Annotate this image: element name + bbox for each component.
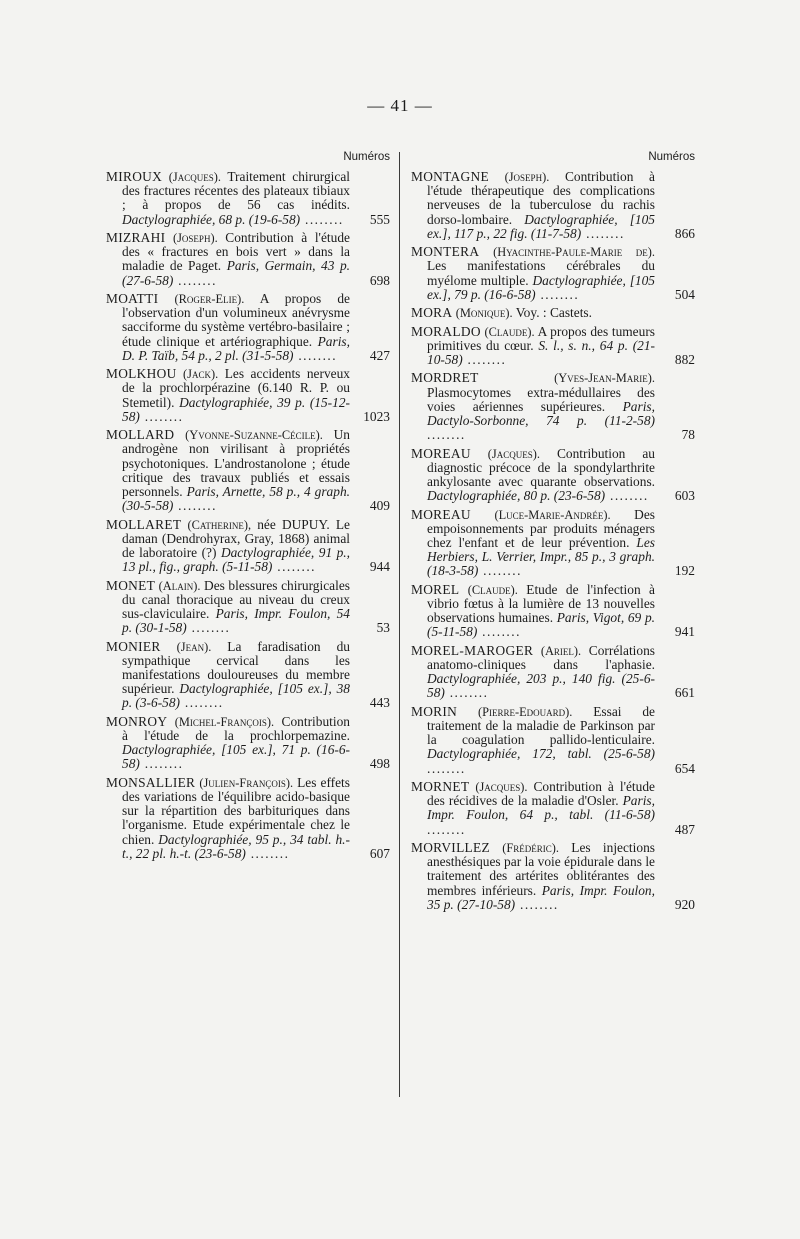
index-entry (411, 245, 695, 302)
leader-dots: ........ (173, 272, 217, 288)
entry-number: 504 (674, 286, 695, 302)
author-given-name: (Frédéric). (502, 841, 560, 855)
entry-body (106, 292, 350, 363)
thesis-title: Des empoisonnements par produits ménagers chez l'enfant et de leur prévention. (427, 506, 655, 550)
publication-details: Paris, Arnette, 58 p., 4 graph. (30-5-58) (122, 484, 350, 514)
entry-body (411, 306, 655, 320)
author-surname: MONTERA (411, 244, 480, 260)
thesis-title: née DUPUY. Le daman (Dendrohyrax, Gray, 1868) animal de laboratoire (?) (122, 516, 350, 561)
author-given-name: (Ariel). (540, 643, 582, 658)
author-given-name: (Joseph). (172, 231, 218, 245)
entry-body (106, 579, 350, 636)
leader-dots: ........ (139, 756, 184, 772)
leader-dots: ........ (180, 695, 224, 711)
entry-number: 192 (674, 563, 695, 579)
entry-body (106, 428, 350, 513)
thesis-title: Les accidents nerveux de la prochlorpérazine (6.140 R. P. ou Stemetil). (122, 366, 350, 410)
entry-body (106, 640, 350, 711)
publication-details: Paris, Germain, 43 p. (27-6-58) (122, 258, 350, 288)
author-given-name: (Claude). (467, 582, 518, 597)
author-surname: MONIER (106, 638, 161, 654)
entry-body (411, 447, 655, 504)
index-entry (106, 292, 390, 363)
author-surname: MORNET (411, 779, 470, 794)
author-surname: MIZRAHI (106, 230, 166, 245)
author-surname: MONSALLIER (106, 774, 196, 790)
publication-details: Dactylographiée, [105 ex.], 117 p., 22 fig. (11-7-58) (427, 211, 655, 241)
leader-dots: ........ (605, 488, 649, 504)
index-entry (411, 705, 695, 776)
publication-details: Paris, D. P. Taïb, 54 p., 2 pl. (31-5-58) (122, 333, 350, 363)
thesis-title: A propos de l'observation d'un volumineux anévrysme sacciforme du système vertébro-basilaire ; étude clinique et artériographique. (122, 291, 350, 349)
entry-number: 882 (674, 352, 695, 367)
entry-number: 661 (674, 685, 695, 701)
leader-dots: ........ (581, 225, 625, 241)
publication-details: Paris, Impr. Foulon, 54 p. (30-1-58) (122, 606, 350, 636)
leader-dots: ........ (427, 821, 466, 837)
author-surname: MOLLARD (106, 427, 175, 443)
index-entry (411, 583, 695, 640)
entry-body (411, 780, 655, 837)
leader-dots: ........ (444, 685, 489, 701)
thesis-title: Un androgène non virilisant à propriétés psychotoniques. L'androstanolone ; étude critique des travaux publiés et essais personnels. (122, 427, 350, 500)
author-given-name: (Yvonne-Suzanne-Cécile). (185, 428, 323, 443)
right-column (411, 150, 695, 916)
thesis-title: La faradisation du sympathique cervical dans les manifestations douloureuses du membre supérieur. (122, 638, 350, 697)
publication-details: Dactylographiée, 95 p., 34 tabl. h.-t., 22 pl. h.-t. (23-6-58) (122, 831, 350, 861)
column-header-right: Numéros (648, 151, 695, 163)
index-entry (411, 170, 695, 241)
thesis-title: Contribution au diagnostic précoce de la spondylarthrite ankylosante avec quarante observations. (427, 445, 655, 489)
publication-details: Dactylographiée, 68 p. (19-6-58) (122, 211, 301, 227)
thesis-title: Les injections anesthésiques par la voie épidurale dans le traitement des artérites oblitérantes des membres inférieurs. (427, 840, 655, 898)
author-surname: MORA (411, 305, 453, 321)
entry-body (106, 231, 350, 288)
author-given-name: (Jack). (183, 367, 219, 382)
entry-number: 698 (369, 272, 390, 288)
author-surname: MORALDO (411, 323, 481, 339)
publication-details: Dactylographiée, [105 ex.], 79 p. (16-6-58) (427, 272, 655, 302)
leader-dots: ........ (272, 559, 317, 575)
index-entry (411, 325, 695, 368)
thesis-title: Contribution à l'étude des « fractures en bois vert » dans la maladie de Paget. (122, 230, 350, 274)
author-surname: MONET (106, 577, 156, 593)
thesis-title: Les effets des variations de l'équilibre acido-basique sur la répartition des barbituriques dans l'organisme. Etude expérimentale chez le chien. (122, 774, 350, 847)
author-given-name: (Yves-Jean-Marie). (554, 371, 655, 386)
entry-body (106, 518, 350, 575)
entry-body (106, 367, 350, 424)
leader-dots: ........ (427, 427, 466, 443)
thesis-title: Contribution à l'étude de la prochlorpemazine. (122, 713, 350, 744)
author-given-name: (Catherine), (187, 517, 252, 532)
publication-details: Dactylographiée, 80 p. (23-6-58) (427, 488, 606, 504)
author-surname: MORDRET (411, 370, 479, 386)
author-given-name: (Jacques). (168, 170, 221, 184)
leader-dots: ........ (139, 408, 184, 424)
entry-body (106, 715, 350, 772)
author-surname: MOREL-MAROGER (411, 642, 534, 658)
entry-body (411, 508, 655, 579)
author-given-name: (Hyacinthe-Paule-Marie de). (493, 245, 655, 260)
publication-details: Dactylographiée, 203 p., 140 fig. (25-6-58) (427, 671, 655, 701)
entry-body (411, 583, 655, 640)
author-surname: MOREAU (411, 445, 471, 461)
entry-body (106, 776, 350, 861)
thesis-title: Essai de traitement de la maladie de Parkinson par la coagulation pallido-lenticulaire. (427, 703, 655, 748)
leader-dots: ........ (186, 620, 231, 636)
entry-body (106, 170, 350, 227)
entry-body (411, 841, 655, 912)
column-header-left: Numéros (343, 151, 390, 163)
left-column (106, 150, 390, 865)
entry-number: 603 (674, 488, 695, 504)
publication-details: Les Herbiers, L. Verrier, Impr., 85 p., 3 graph. (18-3-58) (427, 535, 655, 579)
author-given-name: (Jacques). (487, 446, 540, 461)
thesis-title: Corrélations anatomo-cliniques dans l'aphasie. (427, 642, 655, 672)
leader-dots: ........ (477, 624, 521, 640)
index-entry (411, 508, 695, 579)
entry-body (411, 705, 655, 776)
entry-number: 498 (369, 756, 390, 772)
index-entry (106, 715, 390, 772)
thesis-title: Des blessures chirurgicales du canal thoracique au niveau du creux sus-claviculaire. (122, 577, 350, 622)
author-surname: MONROY (106, 713, 168, 729)
entry-number: 78 (681, 427, 695, 443)
entry-body (411, 644, 655, 701)
leader-dots: ........ (535, 286, 580, 302)
publication-details: Dactylographiée, 172, tabl. (25-6-58) (427, 746, 655, 762)
author-given-name: (Michel-François). (174, 714, 275, 729)
index-entry (106, 776, 390, 861)
author-surname: MOREL (411, 581, 460, 597)
entry-number: 941 (674, 624, 695, 640)
left-entries (106, 170, 390, 861)
publication-details: Dactylographiée, [105 ex.], 38 p. (3-6-58) (122, 681, 350, 711)
author-given-name: (Luce-Marie-Andrée). (494, 507, 611, 522)
index-entry (106, 640, 390, 711)
entry-number: 53 (376, 620, 390, 636)
leader-dots: ........ (427, 760, 466, 776)
index-entry (411, 371, 695, 442)
author-surname: MOLKHOU (106, 366, 177, 382)
entry-number: 1023 (363, 408, 390, 424)
publication-details: Dactylographiée, 39 p. (15-12-58) (122, 394, 350, 424)
thesis-title: Traitement chirurgical des fractures récentes des plateaux tibiaux ; à propos de 56 cas inédits. (122, 169, 351, 213)
publication-details: Paris, Impr. Foulon, 35 p. (27-10-58) (427, 882, 655, 912)
entry-body (411, 245, 655, 302)
author-given-name: (Jacques). (475, 780, 528, 794)
entry-number: 920 (674, 896, 695, 912)
author-surname: MOREAU (411, 506, 471, 522)
index-entry (411, 780, 695, 837)
entry-number: 866 (674, 225, 695, 241)
index-entry (106, 428, 390, 513)
thesis-title: Plasmocytomes extra-médullaires des voies aériennes supérieures. (427, 384, 655, 414)
publication-details: S. l., s. n., 64 p. (21-10-58) (427, 337, 655, 367)
entry-body (411, 325, 655, 368)
author-given-name: (Julien-François). (199, 775, 294, 790)
index-entry (411, 447, 695, 504)
author-given-name: (Roger-Elie). (174, 292, 245, 306)
entry-body (411, 170, 655, 241)
author-surname: MORIN (411, 703, 458, 719)
author-surname: MIROUX (106, 169, 163, 184)
leader-dots: ........ (293, 347, 338, 363)
leader-dots: ........ (515, 896, 559, 912)
author-given-name: (Alain). (158, 578, 201, 593)
leader-dots: ........ (478, 563, 522, 579)
right-entries (411, 170, 695, 912)
entry-body (411, 371, 655, 442)
author-given-name: (Claude). (484, 324, 535, 339)
index-entry (411, 644, 695, 701)
author-surname: MORVILLEZ (411, 840, 490, 855)
entry-number: 555 (369, 211, 390, 227)
index-entry (106, 579, 390, 636)
index-entry (106, 170, 390, 227)
entry-number: 409 (369, 498, 390, 514)
publication-details: Paris, Impr. Foulon, 64 p., tabl. (11-6-58) (427, 793, 655, 823)
entry-number: 944 (369, 559, 390, 575)
entry-number: 427 (369, 347, 390, 363)
index-entry (106, 518, 390, 575)
author-surname: MOLLARET (106, 516, 182, 532)
author-given-name: (Jean). (176, 639, 212, 654)
entry-number: 654 (674, 760, 695, 776)
index-entry (106, 367, 390, 424)
leader-dots: ........ (462, 352, 507, 367)
leader-dots: ........ (173, 498, 217, 514)
thesis-title: Contribution à l'étude des récidives de la maladie d'Osler. (427, 779, 655, 809)
thesis-title: Voy. : Castets. (515, 305, 592, 321)
author-given-name: (Monique). (455, 306, 513, 321)
index-entry (411, 841, 695, 912)
thesis-title: Les manifestations cérébrales du myélome multiple. (427, 258, 655, 288)
publication-details: Paris, Dactylo-Sorbonne, 74 p. (11-2-58) (427, 398, 655, 428)
thesis-title: A propos des tumeurs primitives du cœur. (427, 323, 655, 353)
thesis-title: Etude de l'infection à vibrio fœtus à la lumière de 13 nouvelles observations humaines. (427, 581, 655, 626)
index-entry (106, 231, 390, 288)
entry-number: 487 (674, 821, 695, 837)
author-surname: MONTAGNE (411, 169, 489, 184)
author-given-name: (Pierre-Edouard). (477, 704, 573, 719)
publication-details: Paris, Vigot, 69 p. (5-11-58) (427, 610, 655, 640)
publication-details: Dactylographiée, 91 p., 13 pl., fig., graph. (5-11-58) (122, 545, 350, 575)
column-divider (399, 152, 400, 1097)
author-given-name: (Joseph). (504, 170, 550, 184)
page-number: — 41 — (367, 96, 433, 115)
publication-details: Dactylographiée, [105 ex.], 71 p. (16-6-58) (122, 742, 350, 772)
leader-dots: ........ (245, 845, 290, 861)
leader-dots: ........ (300, 211, 344, 227)
entry-number: 443 (369, 695, 390, 711)
entry-number: 607 (369, 845, 390, 861)
author-surname: MOATTI (106, 291, 159, 306)
index-entry (411, 306, 695, 320)
thesis-title: Contribution à l'étude thérapeutique des complications nerveuses de la tuberculose du rachis dorso-lombaire. (427, 169, 655, 227)
